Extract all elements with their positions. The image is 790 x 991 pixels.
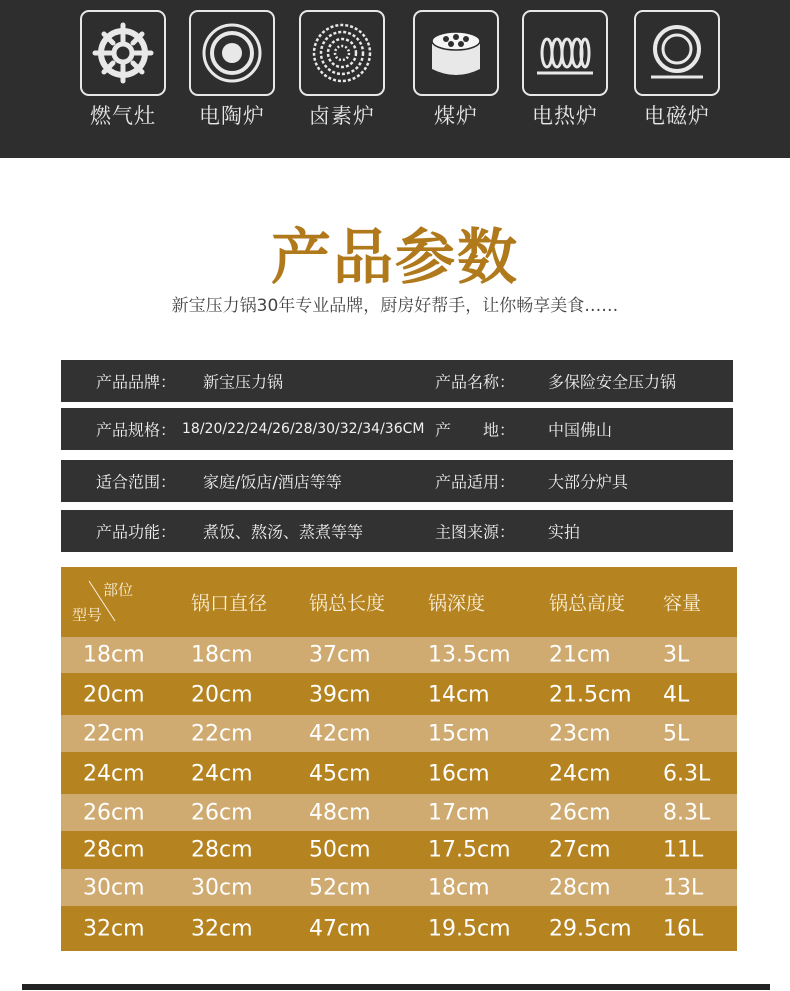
stove-compatibility-band bbox=[0, 0, 790, 158]
spec-value: 大部分炉具 bbox=[548, 472, 629, 492]
stove-label: 煤炉 bbox=[434, 104, 478, 128]
spec-key: 主图来源： bbox=[435, 522, 516, 542]
corner-model-label: 型号 bbox=[72, 606, 103, 624]
stove-gas bbox=[80, 10, 166, 130]
model-cell: 26cm bbox=[83, 800, 145, 825]
value-cell: 21.5cm bbox=[549, 682, 632, 708]
value-cell: 30cm bbox=[191, 875, 253, 900]
column-header: 容量 bbox=[663, 592, 702, 615]
value-cell: 13L bbox=[663, 875, 704, 900]
ceramic-hob-icon bbox=[189, 10, 275, 96]
value-cell: 50cm bbox=[309, 837, 371, 863]
spec-key: 产品适用： bbox=[435, 472, 516, 492]
stove-label: 燃气灶 bbox=[90, 104, 156, 128]
table-header-row bbox=[61, 567, 737, 637]
value-cell: 24cm bbox=[549, 761, 611, 787]
stove-electric bbox=[522, 10, 608, 130]
coal-stove-icon bbox=[413, 10, 499, 96]
spec-value: 多保险安全压力锅 bbox=[548, 372, 677, 392]
spec-key: 产品功能： bbox=[96, 522, 177, 542]
value-cell: 17cm bbox=[428, 800, 490, 825]
stove-label: 电陶炉 bbox=[199, 104, 265, 128]
value-cell: 39cm bbox=[309, 682, 371, 708]
value-cell: 52cm bbox=[309, 875, 371, 900]
model-cell: 28cm bbox=[83, 837, 145, 863]
table-row bbox=[61, 675, 737, 715]
value-cell: 18cm bbox=[191, 642, 253, 668]
spec-row-brand bbox=[61, 360, 733, 402]
value-cell: 24cm bbox=[191, 761, 253, 787]
spec-value: 中国佛山 bbox=[548, 420, 613, 440]
size-table bbox=[61, 567, 737, 951]
stove-coal bbox=[413, 10, 499, 130]
spec-value: 实拍 bbox=[548, 522, 581, 542]
value-cell: 26cm bbox=[549, 800, 611, 825]
induction-cooker-icon bbox=[634, 10, 720, 96]
table-row bbox=[61, 754, 737, 794]
column-header: 锅总长度 bbox=[309, 592, 386, 615]
model-cell: 24cm bbox=[83, 761, 145, 787]
page-title: 产品参数 bbox=[271, 223, 519, 293]
spec-key: 产 地： bbox=[435, 420, 516, 440]
model-cell: 22cm bbox=[83, 721, 145, 746]
column-header: 锅口直径 bbox=[191, 592, 268, 615]
value-cell: 15cm bbox=[428, 721, 490, 746]
value-cell: 8.3L bbox=[663, 800, 711, 825]
model-cell: 32cm bbox=[83, 916, 145, 941]
table-row bbox=[61, 715, 737, 752]
value-cell: 47cm bbox=[309, 916, 371, 941]
stove-induction bbox=[634, 10, 720, 130]
electric-coil-icon bbox=[522, 10, 608, 96]
value-cell: 21cm bbox=[549, 642, 611, 668]
value-cell: 20cm bbox=[191, 682, 253, 708]
value-cell: 18cm bbox=[428, 875, 490, 900]
gas-burner-icon bbox=[80, 10, 166, 96]
spec-value: 家庭/饭店/酒店等等 bbox=[203, 472, 342, 492]
value-cell: 42cm bbox=[309, 721, 371, 746]
model-cell: 18cm bbox=[83, 642, 145, 668]
model-cell: 20cm bbox=[83, 682, 145, 708]
table-row bbox=[61, 869, 737, 906]
stove-label: 电磁炉 bbox=[644, 104, 710, 128]
value-cell: 4L bbox=[663, 682, 690, 708]
value-cell: 14cm bbox=[428, 682, 490, 708]
column-header: 锅总高度 bbox=[549, 592, 626, 615]
value-cell: 5L bbox=[663, 721, 690, 746]
value-cell: 13.5cm bbox=[428, 642, 511, 668]
value-cell: 22cm bbox=[191, 721, 253, 746]
value-cell: 11L bbox=[663, 837, 704, 863]
stove-label: 电热炉 bbox=[532, 104, 598, 128]
spec-row-size bbox=[61, 408, 733, 450]
value-cell: 17.5cm bbox=[428, 837, 511, 863]
value-cell: 23cm bbox=[549, 721, 611, 746]
column-header: 锅深度 bbox=[428, 592, 486, 615]
model-cell: 30cm bbox=[83, 875, 145, 900]
value-cell: 32cm bbox=[191, 916, 253, 941]
value-cell: 26cm bbox=[191, 800, 253, 825]
table-row bbox=[61, 831, 737, 869]
spec-key: 产品规格： bbox=[96, 420, 177, 440]
stove-halogen bbox=[299, 10, 385, 130]
spec-key: 产品品牌： bbox=[96, 372, 177, 392]
halogen-cooker-icon bbox=[299, 10, 385, 96]
value-cell: 27cm bbox=[549, 837, 611, 863]
stove-label: 卤素炉 bbox=[309, 104, 375, 128]
spec-value: 18/20/22/24/26/28/30/32/34/36CM bbox=[182, 421, 425, 437]
spec-row-scope bbox=[61, 460, 733, 502]
table-corner-cell bbox=[69, 573, 135, 629]
value-cell: 16L bbox=[663, 916, 704, 941]
value-cell: 28cm bbox=[549, 875, 611, 900]
spec-key: 产品名称： bbox=[435, 372, 516, 392]
corner-part-label: 部位 bbox=[102, 581, 133, 599]
value-cell: 3L bbox=[663, 642, 690, 668]
value-cell: 29.5cm bbox=[549, 916, 632, 941]
value-cell: 16cm bbox=[428, 761, 490, 787]
page-subtitle: 新宝压力锅30年专业品牌，厨房好帮手，让你畅享美食…… bbox=[171, 296, 619, 316]
spec-key: 适合范围： bbox=[96, 472, 177, 492]
footer-divider bbox=[22, 984, 770, 990]
value-cell: 19.5cm bbox=[428, 916, 511, 941]
value-cell: 45cm bbox=[309, 761, 371, 787]
table-row bbox=[61, 906, 737, 951]
table-row bbox=[61, 794, 737, 831]
value-cell: 37cm bbox=[309, 642, 371, 668]
table-row bbox=[61, 637, 737, 673]
value-cell: 6.3L bbox=[663, 761, 711, 787]
spec-value: 煮饭、熬汤、蒸煮等等 bbox=[203, 522, 364, 542]
value-cell: 28cm bbox=[191, 837, 253, 863]
stove-ceramic bbox=[189, 10, 275, 130]
spec-value: 新宝压力锅 bbox=[203, 372, 284, 392]
spec-row-function bbox=[61, 510, 733, 552]
value-cell: 48cm bbox=[309, 800, 371, 825]
